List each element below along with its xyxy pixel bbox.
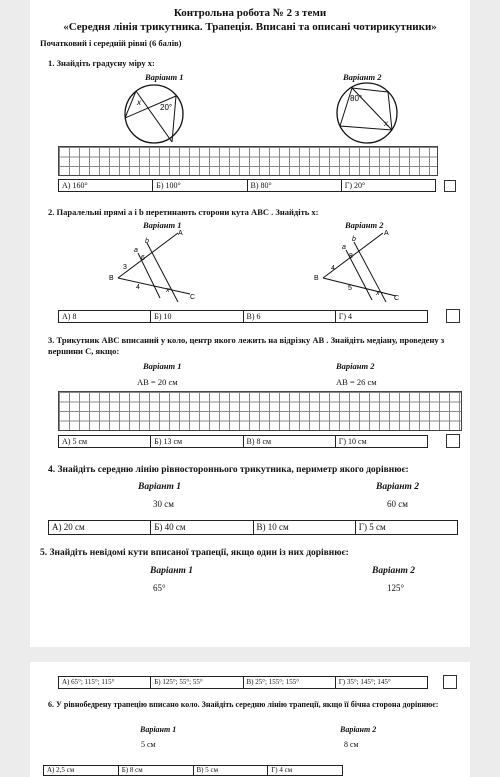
q6-answer-c[interactable]: В) 5 см bbox=[194, 766, 269, 775]
q4-answer-c[interactable]: В) 10 см bbox=[254, 521, 356, 534]
q1-answer-row bbox=[58, 179, 436, 192]
q1-v2-angle-label: 80° bbox=[350, 94, 363, 103]
q2-v2-seg-3: 5 bbox=[348, 285, 352, 292]
q2-answer-box[interactable] bbox=[446, 309, 460, 323]
worksheet-sheet-bottom bbox=[30, 662, 470, 777]
q5-answer-d[interactable]: Г) 35°; 145°; 145° bbox=[338, 678, 391, 686]
q6-variant1-value: 5 см bbox=[141, 740, 156, 749]
q5-variant1-label: Варіант 1 bbox=[150, 566, 194, 576]
q2-figure-v1 bbox=[98, 226, 198, 304]
q1-variant2-label: Варіант 2 bbox=[343, 72, 382, 82]
q3-answer-row bbox=[58, 435, 428, 448]
q2-v2-label-a: a bbox=[342, 244, 346, 251]
q1-v2-x-label: x bbox=[384, 119, 388, 128]
q6-text: 6. У рівнобедрену трапецію вписано коло. Знайдіть середню лінію трапеції, якщо її бічна сторона дорівнює: bbox=[48, 700, 439, 709]
q2-v2-label-b: b bbox=[352, 236, 356, 243]
q3-variant1-value: AB = 20 см bbox=[137, 377, 178, 387]
q3-variant1-label: Варіант 1 bbox=[143, 361, 182, 371]
q4-answer-d[interactable]: Г) 5 см bbox=[358, 522, 386, 532]
q1-text: 1. Знайдіть градусну міру x: bbox=[48, 58, 155, 68]
q2-v1-label-C: C bbox=[190, 294, 196, 301]
q2-answer-a[interactable]: А) 8 bbox=[59, 311, 151, 322]
q4-variant1-value: 30 см bbox=[153, 499, 174, 509]
q5-answer-c[interactable]: В) 25°; 155°; 155° bbox=[244, 677, 336, 688]
q2-text: 2. Паралельні прямі a і b перетинають сторони кута ABC . Знайдіть x: bbox=[48, 207, 319, 217]
q4-answer-b[interactable]: Б) 40 см bbox=[151, 521, 253, 534]
q1-figure-v2 bbox=[330, 80, 410, 146]
q3-work-grid[interactable] bbox=[58, 391, 462, 431]
q2-answer-b[interactable]: Б) 10 bbox=[151, 311, 243, 322]
q3-answer-c[interactable]: В) 8 см bbox=[244, 436, 336, 447]
q1-variant1-label: Варіант 1 bbox=[145, 72, 184, 82]
q2-v1-label-b: b bbox=[145, 238, 149, 245]
q1-answer-box[interactable] bbox=[444, 180, 456, 192]
q4-text: 4. Знайдіть середню лінію рівностороннього трикутника, периметр якого дорівнює: bbox=[48, 465, 409, 475]
q6-variant1-label: Варіант 1 bbox=[140, 725, 177, 734]
q2-v1-seg-3: 4 bbox=[136, 284, 140, 291]
q1-answer-a[interactable]: А) 160° bbox=[59, 180, 153, 191]
q4-variant2-value: 60 см bbox=[387, 499, 408, 509]
q2-v2-label-C: C bbox=[394, 295, 400, 302]
q2-variant1-label: Варіант 1 bbox=[143, 220, 182, 230]
q3-answer-box[interactable] bbox=[446, 434, 460, 448]
q2-variant2-label: Варіант 2 bbox=[345, 220, 384, 230]
q2-figure-v2 bbox=[302, 226, 402, 304]
q2-answer-c[interactable]: В) 6 bbox=[244, 311, 336, 322]
q2-answer-row bbox=[58, 310, 428, 323]
q6-variant2-value: 8 см bbox=[344, 740, 359, 749]
q2-v1-label-A: A bbox=[178, 230, 183, 237]
q1-v1-angle-label: 20° bbox=[160, 103, 173, 112]
worksheet-sheet-top bbox=[30, 0, 470, 647]
q2-v1-label-B: B bbox=[109, 275, 114, 282]
q2-v2-label-B: B bbox=[314, 275, 319, 282]
q2-answer-d[interactable]: Г) 4 bbox=[338, 312, 353, 321]
q6-answer-d[interactable]: Г) 4 см bbox=[271, 766, 293, 774]
q5-answer-a[interactable]: А) 65°; 115°; 115° bbox=[59, 677, 151, 688]
level-heading: Початковий і середній рівні (6 балів) bbox=[40, 38, 182, 48]
q3-answer-d[interactable]: Г) 10 см bbox=[338, 437, 367, 446]
q5-variant2-value: 125° bbox=[387, 583, 405, 593]
q4-answer-row bbox=[48, 520, 458, 535]
q2-v2-seg-1: 8 bbox=[349, 253, 353, 260]
q6-variant2-label: Варіант 2 bbox=[340, 725, 377, 734]
q6-answer-b[interactable]: Б) 8 см bbox=[119, 766, 194, 775]
worksheet-subtitle: «Середня лінія трикутника. Трапеція. Вписані та описані чотирикутники» bbox=[63, 21, 437, 33]
q1-figure-v1 bbox=[118, 82, 198, 148]
q1-work-grid[interactable] bbox=[58, 146, 438, 176]
q1-answer-c[interactable]: В) 80° bbox=[248, 180, 342, 191]
q3-variant2-label: Варіант 2 bbox=[336, 361, 375, 371]
q5-variant2-label: Варіант 2 bbox=[372, 566, 416, 576]
q2-v1-seg-1: 6 bbox=[141, 255, 145, 262]
q2-v1-seg-2: 3 bbox=[123, 264, 127, 271]
q1-answer-b[interactable]: Б) 100° bbox=[153, 180, 247, 191]
q5-answer-b[interactable]: Б) 125°; 55°; 55° bbox=[151, 677, 243, 688]
q1-answer-d[interactable]: Г) 20° bbox=[344, 181, 366, 190]
q2-v1-x-label: x bbox=[166, 287, 170, 294]
q3-answer-a[interactable]: А) 5 см bbox=[59, 436, 151, 447]
q6-answer-a[interactable]: А) 2,5 см bbox=[44, 766, 119, 775]
q2-v2-label-A: A bbox=[384, 230, 389, 237]
q2-v1-label-a: a bbox=[134, 247, 138, 254]
q6-answer-row bbox=[43, 765, 343, 776]
worksheet-title: Контрольна робота № 2 з теми bbox=[173, 7, 327, 19]
q3-variant2-value: AB = 26 см bbox=[336, 377, 377, 387]
q4-variant1-label: Варіант 1 bbox=[138, 482, 182, 492]
q4-answer-a[interactable]: А) 20 см bbox=[49, 521, 151, 534]
q3-answer-b[interactable]: Б) 13 см bbox=[151, 436, 243, 447]
q3-text: 3. Трикутник ABC вписаний у коло, центр якого лежить на відрізку AB . Знайдіть медіану, проведену з вершини C, якщо: bbox=[48, 335, 445, 356]
q5-answer-row bbox=[58, 676, 428, 689]
q5-text: 5. Знайдіть невідомі кути вписаної трапеції, якщо один із них дорівнює: bbox=[40, 548, 349, 558]
q5-answer-box[interactable] bbox=[443, 675, 457, 689]
q1-v1-x-label: x bbox=[137, 98, 141, 107]
q2-v2-seg-2: 4 bbox=[331, 265, 335, 272]
q5-variant1-value: 65° bbox=[153, 583, 166, 593]
q4-variant2-label: Варіант 2 bbox=[376, 482, 420, 492]
q2-v2-x-label: x bbox=[376, 290, 380, 297]
